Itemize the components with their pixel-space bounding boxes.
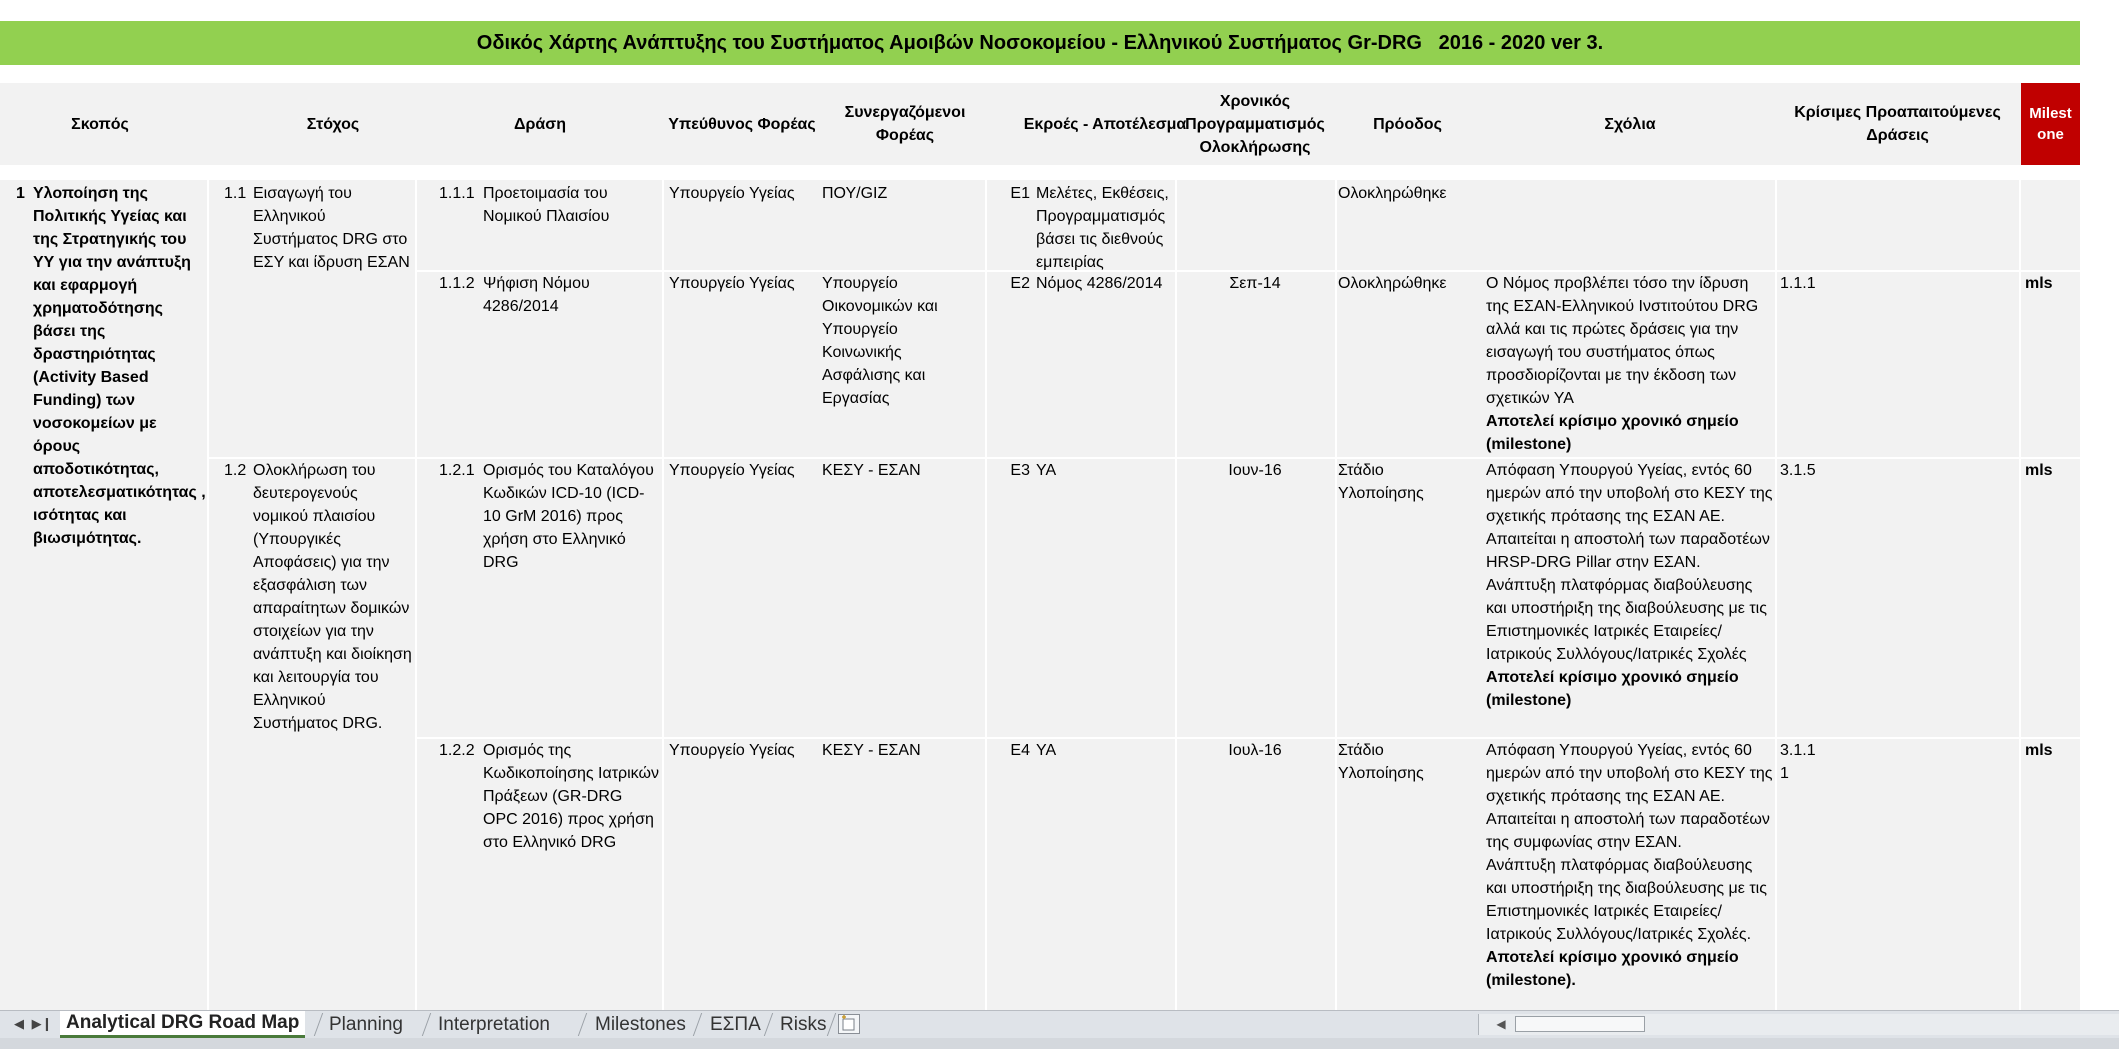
partners-cell[interactable]: ΚΕΣΥ - ΕΣΑΝ: [822, 462, 921, 479]
tab-separator: [578, 1013, 587, 1036]
action-text[interactable]: Ψήφιση Νόμου 4286/2014: [483, 275, 590, 315]
gridline: [1775, 180, 1777, 1010]
comments-cell[interactable]: [1486, 182, 1774, 251]
scrollbar-thumb[interactable]: [1515, 1016, 1645, 1032]
header-synergazomenoi[interactable]: Συνεργαζόμενοι Φορέας: [844, 104, 966, 144]
action-text[interactable]: Προετοιμασία του Νομικού Πλαισίου: [483, 185, 610, 225]
partners-cell[interactable]: ΠΟΥ/GIZ: [822, 185, 888, 202]
output-cell[interactable]: ΥΑ: [1036, 742, 1057, 759]
comments-text: Απόφαση Υπουργού Υγείας, εντός 60 ημερών από την υποβολή στο ΚΕΣΥ της σχετικής πρότασης της ΕΣΑΝ ΑΕ. Απαιτείται η αποστολή των παραδοτέων της συμφωνίας στην ΕΣΑΝ. Ανάπτυξη πλατφόρμας διαβούλευσης και υποστήριξη της διαβούλευσης με τις Επιστημονικές Ιατρικές Εταιρείες/ Ιατρικούς Συλλόγους/Ιατρικές Σχολές.: [1486, 742, 1773, 943]
gridline: [985, 180, 987, 1010]
comments-cell[interactable]: [1486, 739, 1774, 1010]
milestone-cell[interactable]: mls: [2025, 275, 2053, 292]
header-krisimes[interactable]: Κρίσιμες Προαπαιτούμενες Δράσεις: [1794, 104, 2001, 144]
sheet-tab-bar: [0, 1010, 2119, 1038]
new-sheet-icon[interactable]: [838, 1014, 860, 1034]
status-bar: [0, 1038, 2119, 1049]
header-sxolia[interactable]: Σχόλια: [1604, 115, 1656, 133]
goal-text[interactable]: Υλοποίηση της Πολιτικής Υγείας και της Στρατηγικής του ΥΥ για την ανάπτυξη και εφαρμογή χρηματοδότησης βάσει της δραστηριότητας (Activity Based Funding) των νοσοκομείων με όρους αποδοτικότητας, αποτελεσματικότητας , ισότητας και βιωσιμότητας.: [33, 185, 206, 547]
responsible-cell[interactable]: Υπουργείο Υγείας: [669, 275, 795, 292]
output-code[interactable]: Ε2: [1010, 275, 1030, 292]
tab-interpretation[interactable]: Interpretation: [438, 1013, 550, 1035]
goal-number[interactable]: 1: [16, 185, 25, 202]
gridline: [1175, 180, 1177, 1010]
last-sheet-icon[interactable]: ▶❙: [31, 1016, 53, 1031]
header-xronikos[interactable]: Χρονικός Προγραμματισμός Ολοκλήρωσης: [1185, 92, 1325, 156]
prereq-cell[interactable]: 3.1.1 1: [1780, 742, 1816, 782]
objective-number[interactable]: 1.2: [224, 462, 247, 479]
schedule-cell[interactable]: Ιουλ-16: [1228, 742, 1282, 759]
header-drasi[interactable]: Δράση: [514, 115, 566, 133]
partners-cell[interactable]: Υπουργείο Οικονομικών και Υπουργείο Κοινωνικής Ασφάλισης και Εργασίας: [822, 275, 938, 407]
progress-cell[interactable]: Στάδιο Υλοποίησης: [1338, 742, 1424, 782]
schedule-cell[interactable]: Σεπ-14: [1229, 275, 1281, 292]
tab-milestones[interactable]: Milestones: [595, 1013, 686, 1035]
progress-cell[interactable]: Ολοκληρώθηκε: [1338, 185, 1447, 202]
horizontal-scrollbar[interactable]: [1478, 1014, 2119, 1035]
comments-cell[interactable]: [1486, 272, 1774, 456]
gridline: [207, 180, 209, 1010]
tab-espa[interactable]: ΕΣΠΑ: [710, 1013, 761, 1035]
objective-text[interactable]: Εισαγωγή του Ελληνικού Συστήματος DRG στο ΕΣΥ και ίδρυση ΕΣΑΝ: [253, 185, 410, 271]
tab-separator: [314, 1013, 323, 1036]
output-cell[interactable]: Νόμος 4286/2014: [1036, 275, 1163, 292]
comments-milestone-note: Αποτελεί κρίσιμο χρονικό σημείο (milestone): [1486, 413, 1739, 453]
header-ekroes[interactable]: Εκροές - Αποτέλεσμα: [1023, 115, 1187, 133]
responsible-cell[interactable]: Υπουργείο Υγείας: [669, 185, 795, 202]
responsible-cell[interactable]: Υπουργείο Υγείας: [669, 462, 795, 479]
responsible-cell[interactable]: Υπουργείο Υγείας: [669, 742, 795, 759]
comments-cell[interactable]: [1486, 459, 1774, 712]
header-stoxos[interactable]: Στόχος: [306, 115, 360, 133]
schedule-cell[interactable]: Ιουν-16: [1228, 462, 1282, 479]
gridline: [662, 180, 664, 1010]
comments-milestone-note: Αποτελεί κρίσιμο χρονικό σημείο (milestone).: [1486, 949, 1739, 989]
comments-text: Απόφαση Υπουργού Υγείας, εντός 60 ημερών από την υποβολή στο ΚΕΣΥ της σχετικής πρότασης της ΕΣΑΝ ΑΕ. Απαιτείται η αποστολή των παραδοτέων HRSP-DRG Pillar στην ΕΣΑΝ. Ανάπτυξη πλατφόρμας διαβούλευσης και υποστήριξη της διαβούλευσης με τις Επιστημονικές Ιατρικές Εταιρείες/ Ιατρικούς Συλλόγους/Ιατρικές Σχολές: [1486, 462, 1773, 663]
partners-cell[interactable]: ΚΕΣΥ - ΕΣΑΝ: [822, 742, 921, 759]
prereq-cell[interactable]: 3.1.5: [1780, 462, 1816, 479]
tab-planning[interactable]: Planning: [329, 1013, 403, 1035]
header-skopos[interactable]: Σκοπός: [71, 115, 129, 133]
output-code[interactable]: Ε3: [1010, 462, 1030, 479]
gridline: [415, 180, 417, 1010]
milestone-cell[interactable]: mls: [2025, 462, 2053, 479]
gridline: [1335, 180, 1337, 1010]
prereq-cell[interactable]: 1.1.1: [1780, 275, 1816, 292]
tab-separator: [693, 1013, 702, 1036]
action-number[interactable]: 1.1.2: [439, 275, 475, 292]
progress-cell[interactable]: Στάδιο Υλοποίησης: [1338, 462, 1424, 502]
output-cell[interactable]: ΥΑ: [1036, 462, 1057, 479]
comments-milestone-note: Αποτελεί κρίσιμο χρονικό σημείο (milestone): [1486, 669, 1739, 709]
output-cell[interactable]: Μελέτες, Εκθέσεις, Προγραμματισμός βάσει τις διεθνούς εμπειρίας: [1036, 185, 1169, 270]
action-number[interactable]: 1.2.2: [439, 742, 475, 759]
comments-text: Ο Νόμος προβλέπει τόσο την ίδρυση της ΕΣΑΝ-Ελληνικού Ινστιτούτου DRG αλλά και τις πρώτες δράσεις για την εισαγωγή του συστήματος όπως προσδιορίζονται με την έκδοση των σχετικών ΥΑ: [1486, 275, 1759, 407]
tab-analytical-drg-road-map[interactable]: Analytical DRG Road Map: [60, 1011, 305, 1038]
progress-cell[interactable]: Ολοκληρώθηκε: [1338, 275, 1447, 292]
output-code[interactable]: Ε1: [1010, 185, 1030, 202]
scroll-left-icon[interactable]: ◀: [1496, 1017, 1506, 1031]
action-text[interactable]: Ορισμός της Κωδικοποίησης Ιατρικών Πράξεων (GR-DRG OPC 2016) προς χρήση στο Ελληνικό DRG: [483, 742, 659, 851]
sheet-title[interactable]: Οδικός Χάρτης Ανάπτυξης του Συστήματος Αμοιβών Νοσοκομείου - Ελληνικού Συστήματος Gr-DRG 2016 - 2020 ver 3.: [0, 21, 2080, 65]
tab-risks[interactable]: Risks: [780, 1013, 827, 1035]
objective-number[interactable]: 1.1: [224, 185, 247, 202]
header-milestone[interactable]: Milest one: [2021, 83, 2080, 165]
tab-separator: [422, 1013, 431, 1036]
action-number[interactable]: 1.1.1: [439, 185, 475, 202]
milestone-cell[interactable]: mls: [2025, 742, 2053, 759]
action-number[interactable]: 1.2.1: [439, 462, 475, 479]
objective-text[interactable]: Ολοκλήρωση του δευτερογενούς νομικού πλαισίου (Υπουργικές Αποφάσεις) για την εξασφάλιση των απαραίτητων δομικών στοιχείων για την ανάπτυξη και διοίκηση και λειτουργία του Ελληνικού Συστήματος DRG.: [253, 462, 412, 732]
header-proodos[interactable]: Πρόοδος: [1373, 115, 1442, 133]
gridline: [2019, 180, 2021, 1010]
output-code[interactable]: Ε4: [1010, 742, 1030, 759]
header-ypeuthynos[interactable]: Υπεύθυνος Φορέας: [668, 115, 816, 133]
first-sheet-icon[interactable]: ◀: [14, 1016, 24, 1031]
action-text[interactable]: Ορισμός του Καταλόγου Κωδικών ICD-10 (ICD-10 GrM 2016) προς χρήση στο Ελληνικό DRG: [483, 462, 654, 571]
